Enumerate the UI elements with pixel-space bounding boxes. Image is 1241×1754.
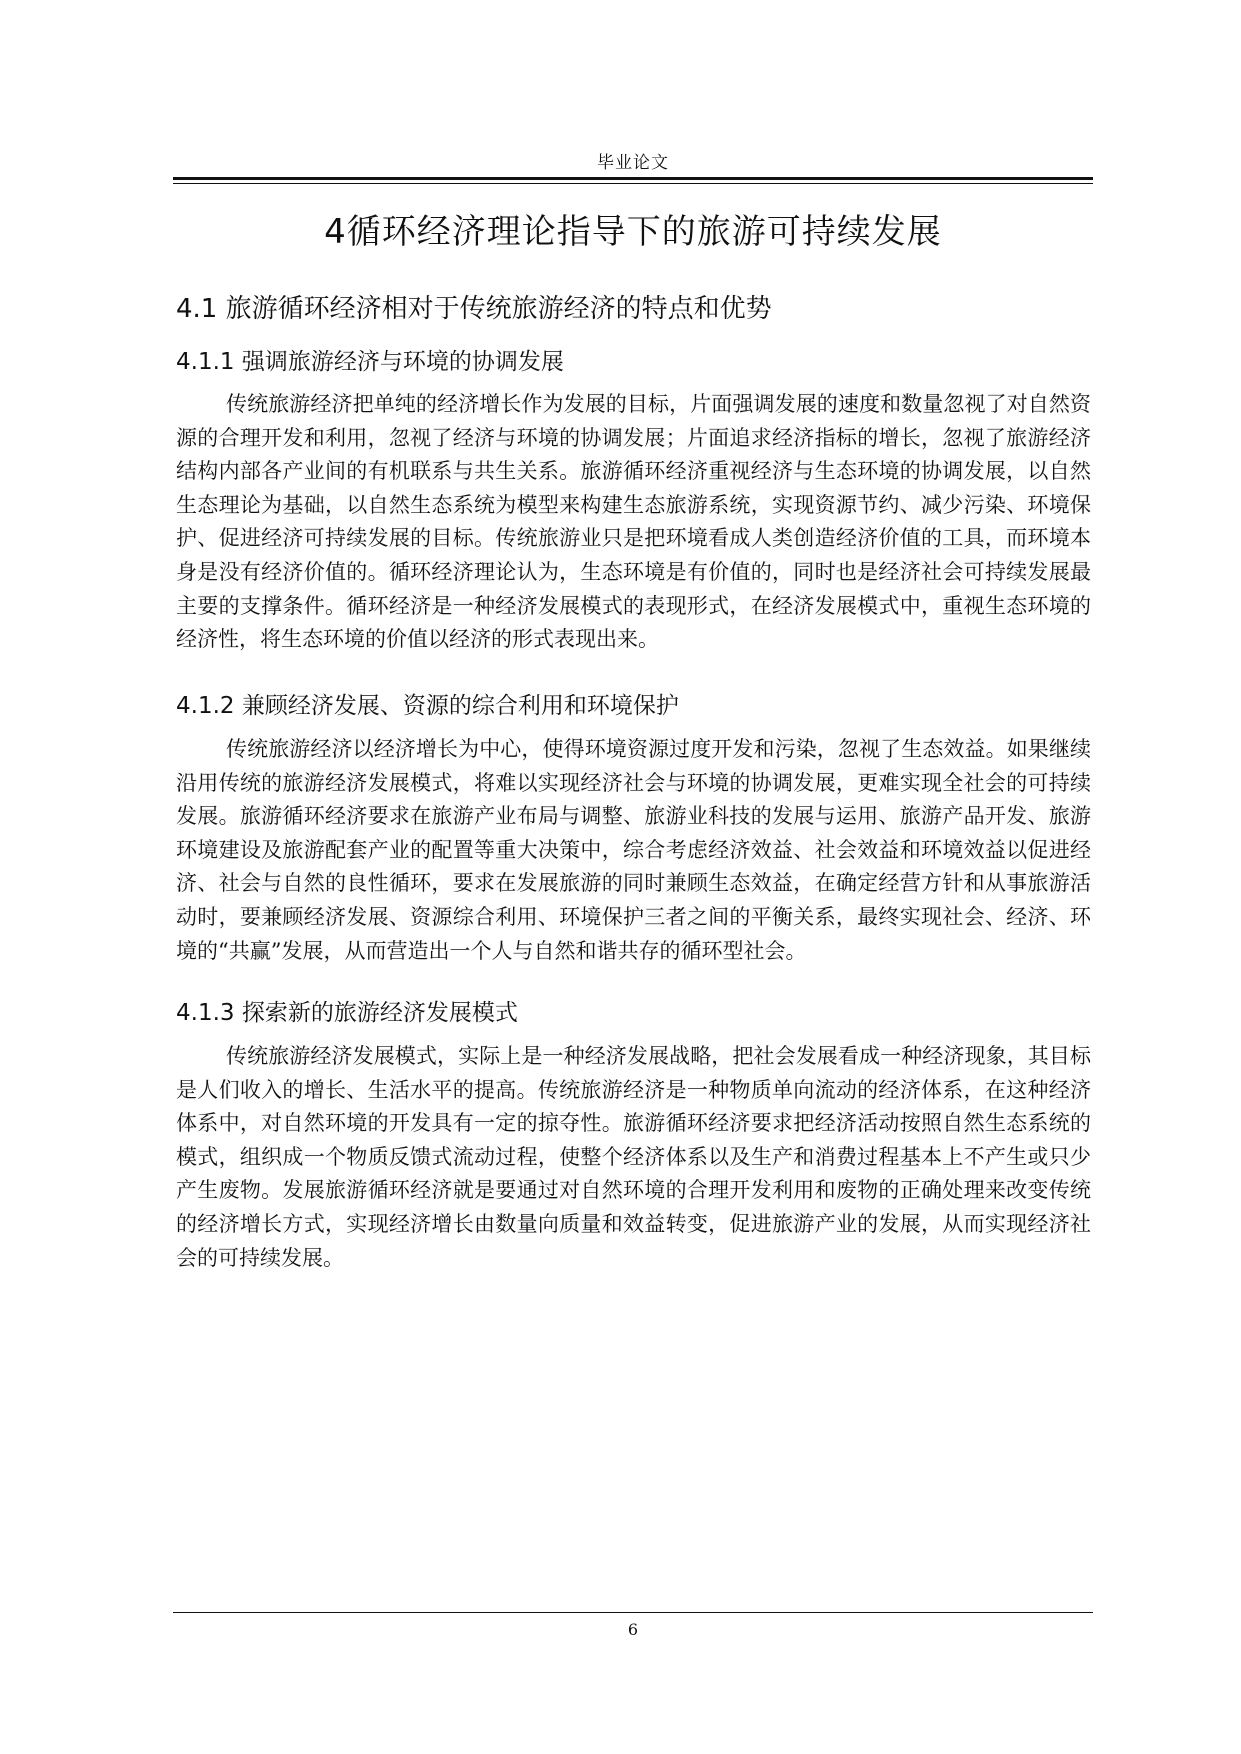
page-number: 6 bbox=[627, 1620, 639, 1639]
section-title: 4.1 旅游循环经济相对于传统旅游经济的特点和优势 bbox=[176, 294, 772, 324]
running-header: 毕业论文 bbox=[597, 153, 669, 173]
paragraph-4-1-3: 传统旅游经济发展模式，实际上是一种经济发展战略，把社会发展看成一种经济现象，其目标是人们收入的增长、生活水平的提高。传统旅游经济是一种物质单向流动的经济体系，在这种经济体系中，对自然环境的开发具有一定的掠夺性。旅游循环经济要求把经济活动按照自然生态系统的模式，组织成一个物质反馈式流动过程，使整个经济体系以及生产和消费过程基本上不产生或只少产生废物。发展旅游循环经济就是要通过对自然环境的合理开发利用和废物的正确处理来改变传统的经济增长方式，实现经济增长由数量向质量和效益转变，促进旅游产业的发展，从而实现经济社会的可持续发展。 bbox=[176, 1044, 1091, 1270]
subsection-title-4-1-3: 4.1.3 探索新的旅游经济发展模式 bbox=[176, 1000, 518, 1026]
header-rule bbox=[173, 177, 1093, 180]
header-rule-thin bbox=[173, 183, 1093, 184]
chapter-title: 4循环经济理论指导下的旅游可持续发展 bbox=[324, 212, 942, 252]
paragraph-4-1-1: 传统旅游经济把单纯的经济增长作为发展的目标，片面强调发展的速度和数量忽视了对自然资源的合理开发和利用，忽视了经济与环境的协调发展；片面追求经济指标的增长，忽视了旅游经济结构内部各产业间的有机联系与共生关系。旅游循环经济重视经济与生态环境的协调发展，以自然生态理论为基础，以自然生态系统为模型来构建生态旅游系统，实现资源节约、减少污染、环境保护、促进经济可持续发展的目标。传统旅游业只是把环境看成人类创造经济价值的工具，而环境本身是没有经济价值的。循环经济理论认为，生态环境是有价值的，同时也是经济社会可持续发展最主要的支撑条件。循环经济是一种经济发展模式的表现形式，在经济发展模式中，重视生态环境的经济性，将生态环境的价值以经济的形式表现出来。 bbox=[176, 392, 1091, 652]
subsection-title-4-1-2: 4.1.2 兼顾经济发展、资源的综合利用和环境保护 bbox=[176, 693, 679, 719]
footer-rule bbox=[173, 1612, 1093, 1613]
paragraph-4-1-2: 传统旅游经济以经济增长为中心，使得环境资源过度开发和污染，忽视了生态效益。如果继续沿用传统的旅游经济发展模式，将难以实现经济社会与环境的协调发展，更难实现全社会的可持续发展。旅游循环经济要求在旅游产业布局与调整、旅游业科技的发展与运用、旅游产品开发、旅游环境建设及旅游配套产业的配置等重大决策中，综合考虑经济效益、社会效益和环境效益以促进经济、社会与自然的良性循环，要求在发展旅游的同时兼顾生态效益，在确定经营方针和从事旅游活动时，要兼顾经济发展、资源综合利用、环境保护三者之间的平衡关系，最终实现社会、经济、环境的“共赢”发展，从而营造出一个人与自然和谐共存的循环型社会。 bbox=[176, 737, 1091, 963]
subsection-title-4-1-1: 4.1.1 强调旅游经济与环境的协调发展 bbox=[176, 349, 564, 375]
